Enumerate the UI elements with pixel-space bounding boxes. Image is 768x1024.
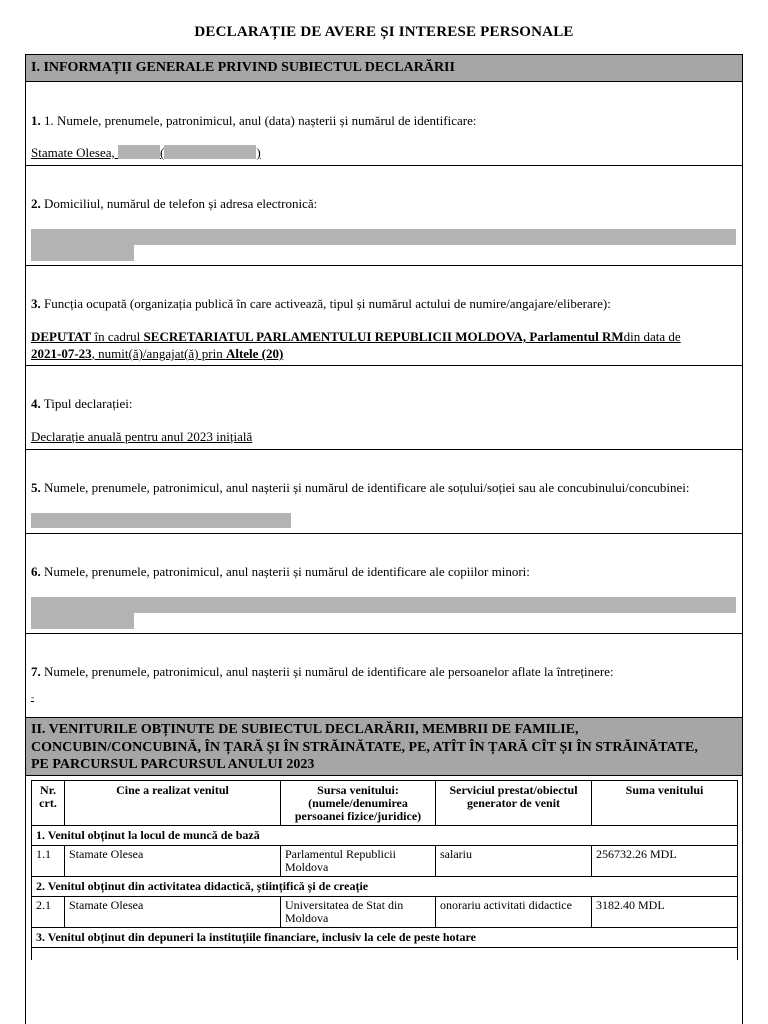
- col-service: Serviciul prestat/obiectul generator de venit: [436, 781, 592, 826]
- redacted-spouse: [31, 513, 291, 528]
- declaration-form: [25, 54, 743, 1024]
- section-2-header: II. VENITURILE OBȚINUTE DE SUBIECTUL DECLARĂRII, MEMBRII DE FAMILIE, CONCUBIN/CONCUBINĂ, ÎN ȚARĂ ȘI ÎN STRĂINĂTATE, PE, ATÎT ÎN ȚARĂ CÎT ȘI ÎN STRĂINĂTATE, PE PARCURSUL PARCURSUL ANULUI 2023: [26, 718, 742, 776]
- cell-who: Stamate Olesea: [65, 846, 281, 877]
- table-row: [32, 897, 738, 928]
- question-2-label: 2. Domiciliul, numărul de telefon și adresa electronică:: [31, 196, 318, 211]
- document-title: DECLARAȚIE DE AVERE ȘI INTERESE PERSONALE: [194, 24, 574, 40]
- section-1-header: I. INFORMAȚII GENERALE PRIVIND SUBIECTUL DECLARĂRII: [26, 55, 742, 82]
- redacted-children: [31, 597, 736, 613]
- cell-nr: 2.1: [32, 897, 65, 928]
- redacted-id-number: [164, 145, 256, 159]
- question-7-answer: -: [31, 692, 34, 702]
- question-3-label: 3. Funcția ocupată (organizația publică în care activează, tipul și numărul actului de numire/angajare/eliberare):: [31, 296, 611, 311]
- question-1-answer: Stamate Olesea, ( ): [31, 145, 261, 160]
- question-4-label: 4. Tipul declarației:: [31, 396, 133, 411]
- col-who: Cine a realizat venitul: [65, 781, 281, 826]
- col-nr: Nr. crt.: [32, 781, 65, 826]
- question-3-row: [26, 266, 742, 366]
- question-1-label: 1. 1. Numele, prenumele, patronimicul, anul (data) nașterii și numărul de identificare:: [31, 113, 477, 128]
- question-7-row: [26, 634, 742, 718]
- question-2-row: [26, 166, 742, 266]
- cell-amount: 256732.26 MDL: [592, 846, 738, 877]
- col-amount: Suma venitului: [592, 781, 738, 826]
- question-7-label: 7. Numele, prenumele, patronimicul, anul nașterii și numărul de identificare ale persoanelor aflate la întreținere:: [31, 664, 614, 679]
- group-row-2: [32, 877, 738, 897]
- empty-cell: [32, 948, 738, 960]
- question-5-row: [26, 450, 742, 534]
- income-table-wrapper: [31, 780, 737, 960]
- redacted-birthdate: [118, 145, 160, 159]
- group-label: 1. Venitul obținut la locul de muncă de bază: [32, 826, 738, 846]
- income-table-header-row: [32, 781, 738, 826]
- redacted-address-line2: [31, 245, 134, 261]
- cell-service: onorariu activitati didactice: [436, 897, 592, 928]
- question-3-answer-line1: DEPUTAT în cadrul SECRETARIATUL PARLAMENTULUI REPUBLICII MOLDOVA, Parlamentul RMdin data de: [31, 329, 681, 344]
- group-label: 2. Venitul obținut din activitatea didactică, științifică și de creație: [32, 877, 738, 897]
- redacted-address: [31, 229, 736, 245]
- cell-amount: 3182.40 MDL: [592, 897, 738, 928]
- cell-source: Universitatea de Stat din Moldova: [281, 897, 436, 928]
- cell-service: salariu: [436, 846, 592, 877]
- group-label: 3. Venitul obținut din depuneri la instituțiile financiare, inclusiv la cele de peste hotare: [32, 928, 738, 948]
- question-3-answer-line2: 2021-07-23, numit(ă)/angajat(ă) prin Altele (20): [31, 346, 284, 361]
- cell-who: Stamate Olesea: [65, 897, 281, 928]
- question-4-answer: Declarație anuală pentru anul 2023 inițială: [31, 429, 253, 444]
- question-6-row: [26, 534, 742, 634]
- question-5-label: 5. Numele, prenumele, patronimicul, anul nașterii și numărul de identificare ale soțului/soției sau ale concubinului/concubinei:: [31, 480, 690, 495]
- cell-nr: 1.1: [32, 846, 65, 877]
- group-row-3: [32, 928, 738, 948]
- group-row-1: [32, 826, 738, 846]
- income-table: [31, 780, 738, 960]
- cell-source: Parlamentul Republicii Moldova: [281, 846, 436, 877]
- redacted-children-line2: [31, 613, 134, 629]
- question-4-row: [26, 366, 742, 450]
- col-source: Sursa venitului: (numele/denumirea persoanei fizice/juridice): [281, 781, 436, 826]
- table-row: [32, 846, 738, 877]
- table-row-empty: [32, 948, 738, 960]
- question-6-label: 6. Numele, prenumele, patronimicul, anul nașterii și numărul de identificare ale copiilor minori:: [31, 564, 530, 579]
- question-1-row: [26, 82, 742, 166]
